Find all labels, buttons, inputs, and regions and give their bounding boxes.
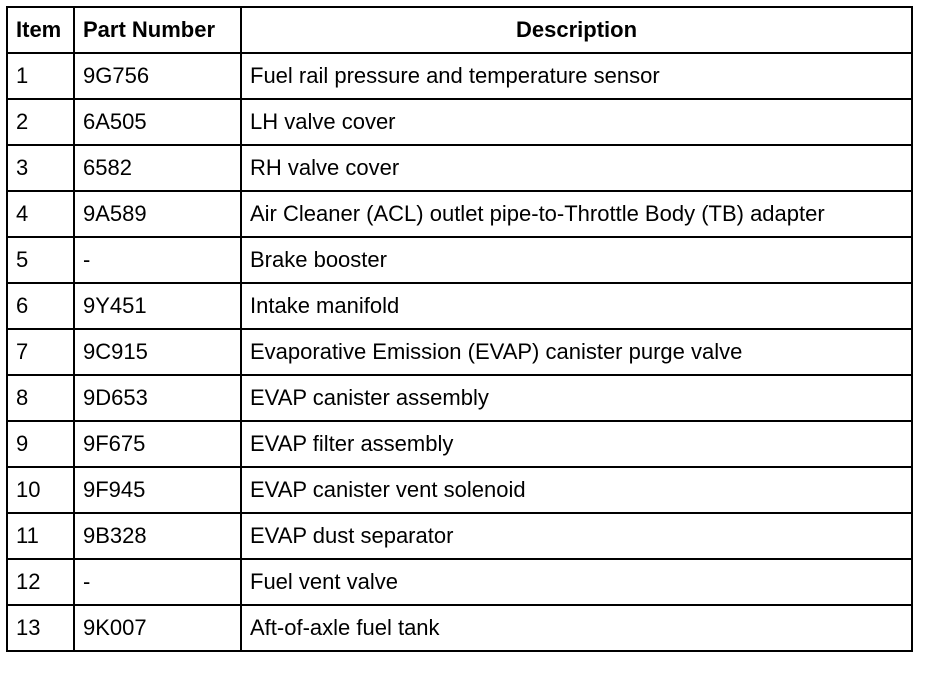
table-row [7,99,912,145]
table-row [7,329,912,375]
item-cell: 10 [7,467,74,513]
header-description: Description [241,7,912,53]
description-cell: Air Cleaner (ACL) outlet pipe-to-Throttle Body (TB) adapter [241,191,912,237]
table-row [7,53,912,99]
part-number-cell: - [74,559,241,605]
parts-table [6,6,913,652]
table-row [7,513,912,559]
part-number-cell: 9A589 [74,191,241,237]
part-number-cell: 9G756 [74,53,241,99]
description-cell: EVAP canister assembly [241,375,912,421]
description-cell: Intake manifold [241,283,912,329]
part-number-cell: 9B328 [74,513,241,559]
part-number-cell: 9F675 [74,421,241,467]
item-cell: 4 [7,191,74,237]
description-cell: EVAP filter assembly [241,421,912,467]
description-cell: Brake booster [241,237,912,283]
item-cell: 13 [7,605,74,651]
part-number-cell: 6A505 [74,99,241,145]
part-number-cell: 9F945 [74,467,241,513]
part-number-cell: 9Y451 [74,283,241,329]
header-row [7,7,912,53]
part-number-cell: 9D653 [74,375,241,421]
table-row [7,421,912,467]
header-item: Item [7,7,74,53]
table-row [7,375,912,421]
part-number-cell: - [74,237,241,283]
description-cell: LH valve cover [241,99,912,145]
description-cell: Evaporative Emission (EVAP) canister purge valve [241,329,912,375]
description-cell: Fuel rail pressure and temperature sensor [241,53,912,99]
item-cell: 9 [7,421,74,467]
item-cell: 6 [7,283,74,329]
table-row [7,559,912,605]
item-cell: 8 [7,375,74,421]
description-cell: Fuel vent valve [241,559,912,605]
table-row [7,605,912,651]
item-cell: 12 [7,559,74,605]
item-cell: 11 [7,513,74,559]
item-cell: 2 [7,99,74,145]
part-number-cell: 9C915 [74,329,241,375]
table-row [7,191,912,237]
description-cell: RH valve cover [241,145,912,191]
description-cell: EVAP dust separator [241,513,912,559]
header-part-number: Part Number [74,7,241,53]
item-cell: 3 [7,145,74,191]
item-cell: 5 [7,237,74,283]
description-cell: EVAP canister vent solenoid [241,467,912,513]
part-number-cell: 6582 [74,145,241,191]
table-row [7,283,912,329]
item-cell: 1 [7,53,74,99]
table-row [7,237,912,283]
part-number-cell: 9K007 [74,605,241,651]
item-cell: 7 [7,329,74,375]
table-row [7,145,912,191]
description-cell: Aft-of-axle fuel tank [241,605,912,651]
table-row [7,467,912,513]
